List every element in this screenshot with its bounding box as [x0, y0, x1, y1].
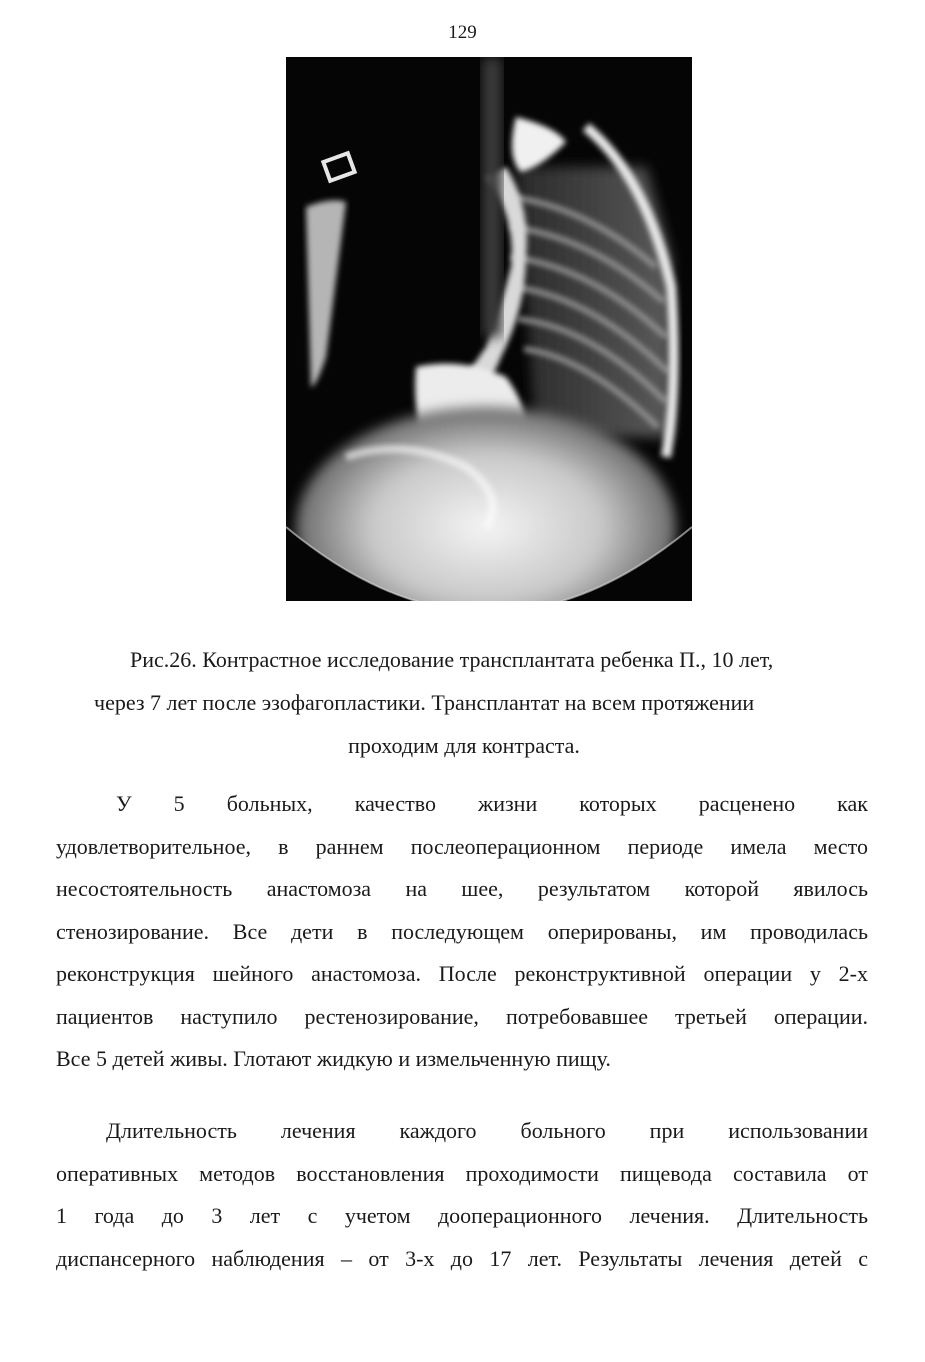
text-line: У 5 больных, качество жизни которых расценено как	[116, 791, 868, 816]
text-line: реконструкция шейного анастомоза. После реконструктивной операции у 2-х	[56, 961, 868, 986]
text-line: стенозирование. Все дети в последующем оперированы, им проводилась	[56, 918, 868, 944]
figure-caption	[60, 638, 868, 767]
text-line: 1 года до 3 лет с учетом дооперационного лечения. Длительность	[56, 1203, 868, 1228]
text-line: оперативных методов восстановления проходимости пищевода составила от	[56, 1160, 868, 1186]
caption-line: проходим для контраста.	[348, 733, 580, 758]
paragraph-2	[56, 1110, 868, 1280]
text-line: Длительность лечения каждого больного при использовании	[106, 1118, 868, 1143]
text-line: Все 5 детей живы. Глотают жидкую и измельченную пищу.	[56, 1046, 611, 1071]
text-line: диспансерного наблюдения – от 3-х до 17 лет. Результаты лечения детей с	[56, 1245, 868, 1271]
xray-image	[286, 57, 692, 601]
xray-figure	[286, 57, 692, 601]
text-line: несостоятельность анастомоза на шее, результатом которой явилось	[56, 876, 868, 901]
caption-line: Рис.26. Контрастное исследование трансплантата ребенка П., 10 лет,	[130, 647, 774, 672]
text-line: удовлетворительное, в раннем послеоперационном периоде имела место	[56, 833, 868, 859]
paragraph-1	[56, 783, 868, 1081]
caption-line: через 7 лет после эзофагопластики. Трансплантат на всем протяжении	[94, 690, 755, 715]
text-line: пациентов наступило рестенозирование, потребовавшее третьей операции.	[56, 1003, 868, 1029]
page-number: 129	[448, 22, 477, 43]
